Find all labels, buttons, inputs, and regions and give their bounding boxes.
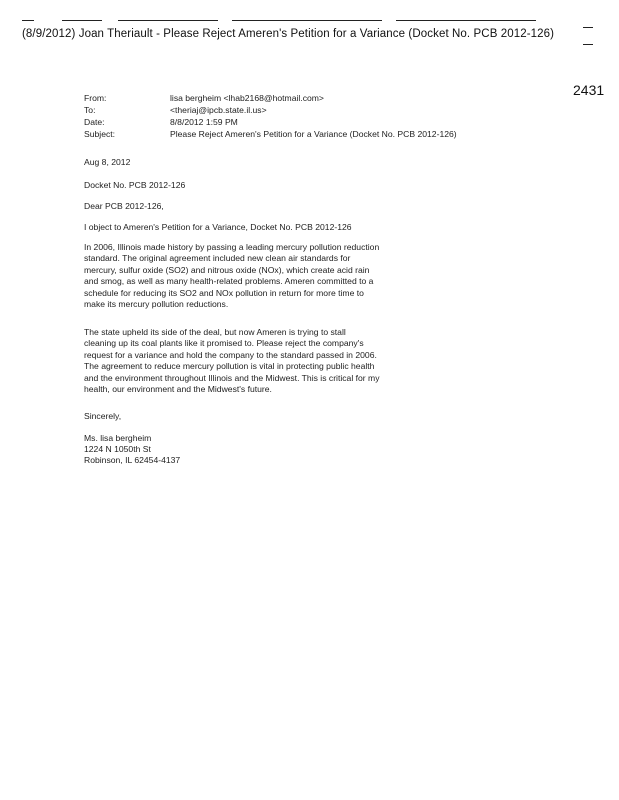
meta-label: Date:: [84, 117, 105, 127]
meta-label: To:: [84, 105, 96, 115]
meta-value: lisa bergheim <lhab2168@hotmail.com>: [170, 93, 324, 103]
header-rule: [22, 20, 34, 21]
salutation: Dear PCB 2012-126,: [84, 201, 164, 211]
meta-label: Subject:: [84, 129, 116, 139]
signature-address-line-1: 1224 N 1050th St: [84, 444, 151, 454]
objection-line: I object to Ameren's Petition for a Variance, Docket No. PCB 2012-126: [84, 222, 352, 232]
header-rule: [232, 20, 382, 21]
meta-value: 8/8/2012 1:59 PM: [170, 117, 238, 127]
paragraph-1: [84, 242, 380, 310]
meta-value: Please Reject Ameren's Petition for a Variance (Docket No. PCB 2012-126): [170, 129, 457, 139]
docket-line: Docket No. PCB 2012-126: [84, 180, 186, 190]
paragraph-2: [84, 327, 380, 395]
corner-mark: [583, 44, 593, 45]
corner-mark: [583, 27, 593, 28]
signature-name: Ms. lisa bergheim: [84, 433, 152, 443]
signature-address-line-2: Robinson, IL 62454-4137: [84, 455, 181, 465]
document-header-title: (8/9/2012) Joan Theriault - Please Reject Ameren's Petition for a Variance (Docket No. PCB 2012-126): [22, 28, 555, 40]
paragraph-text: In 2006, Illinois made history by passing a leading mercury pollution reduction standard. The original agreement included new clean air standards for mercury, sulfur oxide (SO2) and nitrous oxide (NOx), which create acid rain and smog, as well as many health-related problems. Ameren committed to a schedule for reducing its SO2 and NOx pollution in return for more time to make its mercury pollution reductions.: [84, 242, 380, 310]
meta-label: From:: [84, 93, 107, 103]
page-number: 2431: [573, 82, 605, 98]
header-rule: [118, 20, 218, 21]
header-rule: [396, 20, 536, 21]
closing: Sincerely,: [84, 411, 122, 421]
letter-date: Aug 8, 2012: [84, 157, 131, 167]
paragraph-text: The state upheld its side of the deal, but now Ameren is trying to stall cleaning up its coal plants like it promised to. Please reject the company's request for a variance and hold the company to the standard passed in 2006. The agreement to reduce mercury pollution is vital in protecting public health and the environment throughout Illinois and the Midwest. This is critical for my health, our environment and the Midwest's future.: [84, 327, 380, 395]
header-rule: [62, 20, 102, 21]
meta-value: <theriaj@ipcb.state.il.us>: [170, 105, 267, 115]
